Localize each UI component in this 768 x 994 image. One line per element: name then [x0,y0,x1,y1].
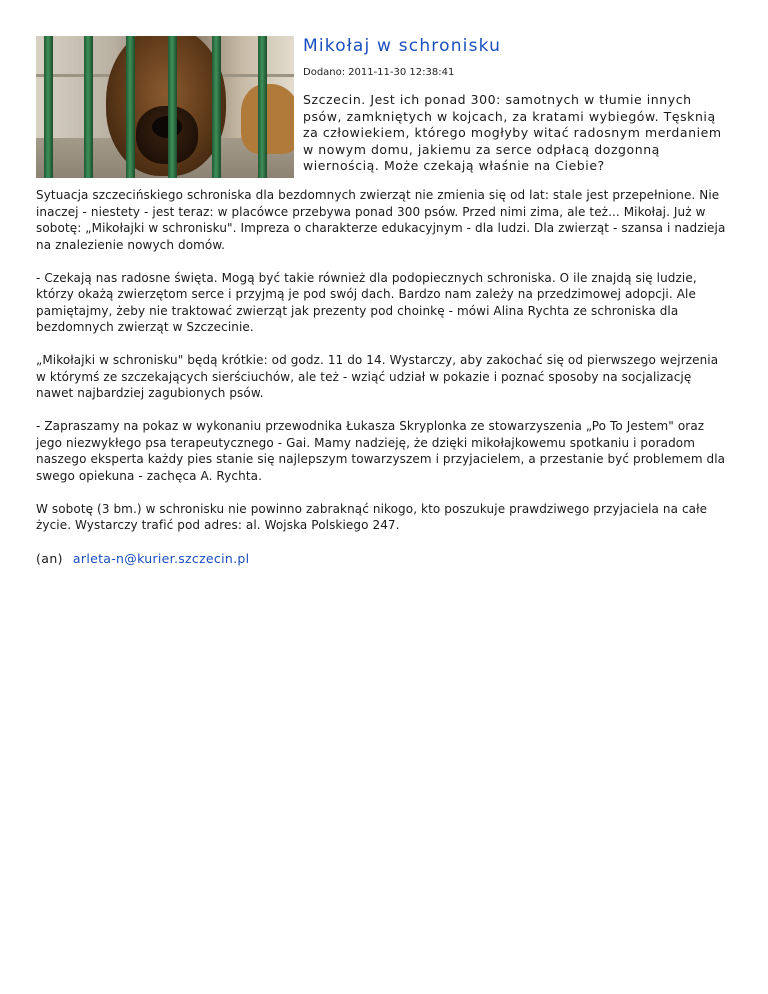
article-body [36,187,732,534]
photo-cage-bar [212,36,221,178]
date-value: 2011-11-30 12:38:41 [348,67,455,78]
photo-cage-bar [258,36,267,178]
photo-cage-bar [168,36,177,178]
article [36,36,732,567]
photo-background-dog [241,84,294,154]
article-lead: Szczecin. Jest ich ponad 300: samotnych w tłumie innych psów, zamkniętych w kojcach, za kratami wybiegów. Tęsknią za człowiekiem, którego mogłyby witać radosnym merdaniem w nowym domu, jakiemu za serce odpłacą dozgonną wiernością. Może czekają właśnie na Ciebie? [303,92,722,174]
article-paragraph: W sobotę (3 bm.) w schronisku nie powinno zabraknąć nikogo, kto poszukuje prawdziwego przyjaciela na całe życie. Wystarczy trafić pod adres: al. Wojska Polskiego 247. [36,501,708,532]
article-title: Mikołaj w schronisku [303,36,502,56]
article-paragraph: - Czekają nas radosne święta. Mogą być takie również dla podopiecznych schroniska. O ile znajdą się ludzie, którzy okażą zwierzętom serce i przyjmą je pod swój dach. Bardzo nam zależy na przedzimowej adopcji. Ale pamiętajmy, żeby nie traktować zwierząt jak prezenty pod choinkę - mówi Alina Rychta ze schroniska dla bezdomnych zwierząt w Szczecinie. [36,270,697,334]
article-paragraph: - Zapraszamy na pokaz w wykonaniu przewodnika Łukasza Skryplonka ze stowarzyszenia „Po To Jestem" oraz jego niezwykłego psa terapeutycznego - Gai. Mamy nadzieję, że dzięki mikołajkowemu spotkaniu i poradom naszego eksperta każdy pies stanie się najlepszym towarzyszem i przyjacielem, a przestanie być problemem dla swego opiekuna - zachęca A. Rychta. [36,419,726,483]
article-footer [36,550,732,567]
article-paragraph: Sytuacja szczecińskiego schroniska dla bezdomnych zwierząt nie zmienia się od lat: stale jest przepełnione. Nie inaczej - niestety - jest teraz: w placówce przebywa ponad 300 psów. Przed nimi zima, ale też... Mikołaj. Już w sobotę: „Mikołajki w schronisku". Impreza o charakterze edukacyjnym - dla ludzi. Dla zwierząt - szansa i nadzieja na znalezienie nowych domów. [36,188,726,252]
article-photo-dog-behind-bars [36,36,294,178]
article-header [303,36,732,186]
article-author: (an) [36,551,63,566]
article-date [303,66,732,80]
photo-cage-bar [44,36,53,178]
article-paragraph: „Mikołajki w schronisku" będą krótkie: od godz. 11 do 14. Wystarczy, aby zakochać się od pierwszego wejrzenia w którymś ze szczekających sierściuchów, ale też - wziąć udział w pokazie i poznać sposoby na socjalizację nawet najbardziej zagubionych psów. [36,353,719,400]
photo-cage-bar [84,36,93,178]
author-email-link[interactable]: arleta-n@kurier.szczecin.pl [72,551,250,566]
photo-cage-bar [126,36,135,178]
photo-dog-nose [152,116,182,138]
date-label: Dodano: [303,67,346,78]
